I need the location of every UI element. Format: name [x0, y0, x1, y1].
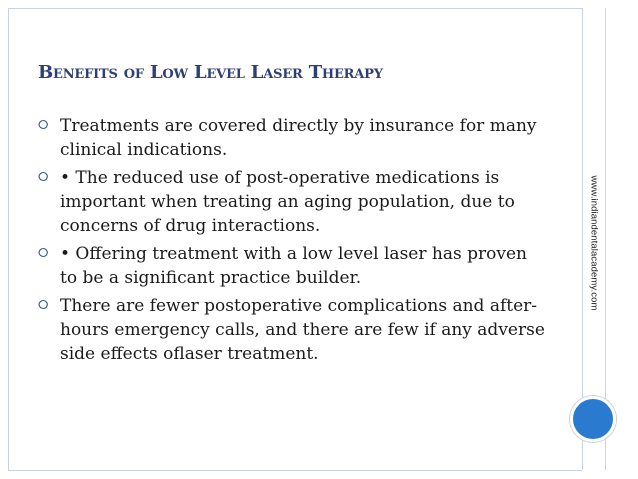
bullet-circle-icon: ⭘	[38, 118, 49, 133]
bullet-text: Treatments are covered directly by insurance for many clinical indications.	[60, 116, 537, 160]
bullet-circle-icon: ⭘	[38, 170, 49, 185]
bullet-item	[38, 166, 548, 238]
bullet-text: • The reduced use of post-operative medications is important when treating an aging population, due to concerns of drug interactions.	[60, 168, 515, 236]
slide-bottom-border	[8, 470, 606, 471]
bullet-text: • Offering treatment with a low level laser has proven to be a significant practice builder.	[60, 244, 527, 288]
slide-left-border	[8, 8, 9, 470]
slide-title: Benefits of Low Level Laser Therapy	[38, 62, 383, 83]
bullet-list	[38, 114, 548, 370]
bullet-item	[38, 294, 548, 366]
bullet-circle-icon: ⭘	[38, 246, 49, 261]
bullet-item	[38, 242, 548, 290]
accent-circle	[570, 396, 616, 442]
bullet-circle-icon: ⭘	[38, 298, 49, 313]
side-website-label: www.indiandentalacademy.com	[588, 175, 600, 311]
bullet-item	[38, 114, 548, 162]
bullet-text: There are fewer postoperative complications and after-hours emergency calls, and there are few if any adverse side effects oflaser treatment.	[60, 296, 545, 364]
slide-top-border	[8, 8, 606, 9]
